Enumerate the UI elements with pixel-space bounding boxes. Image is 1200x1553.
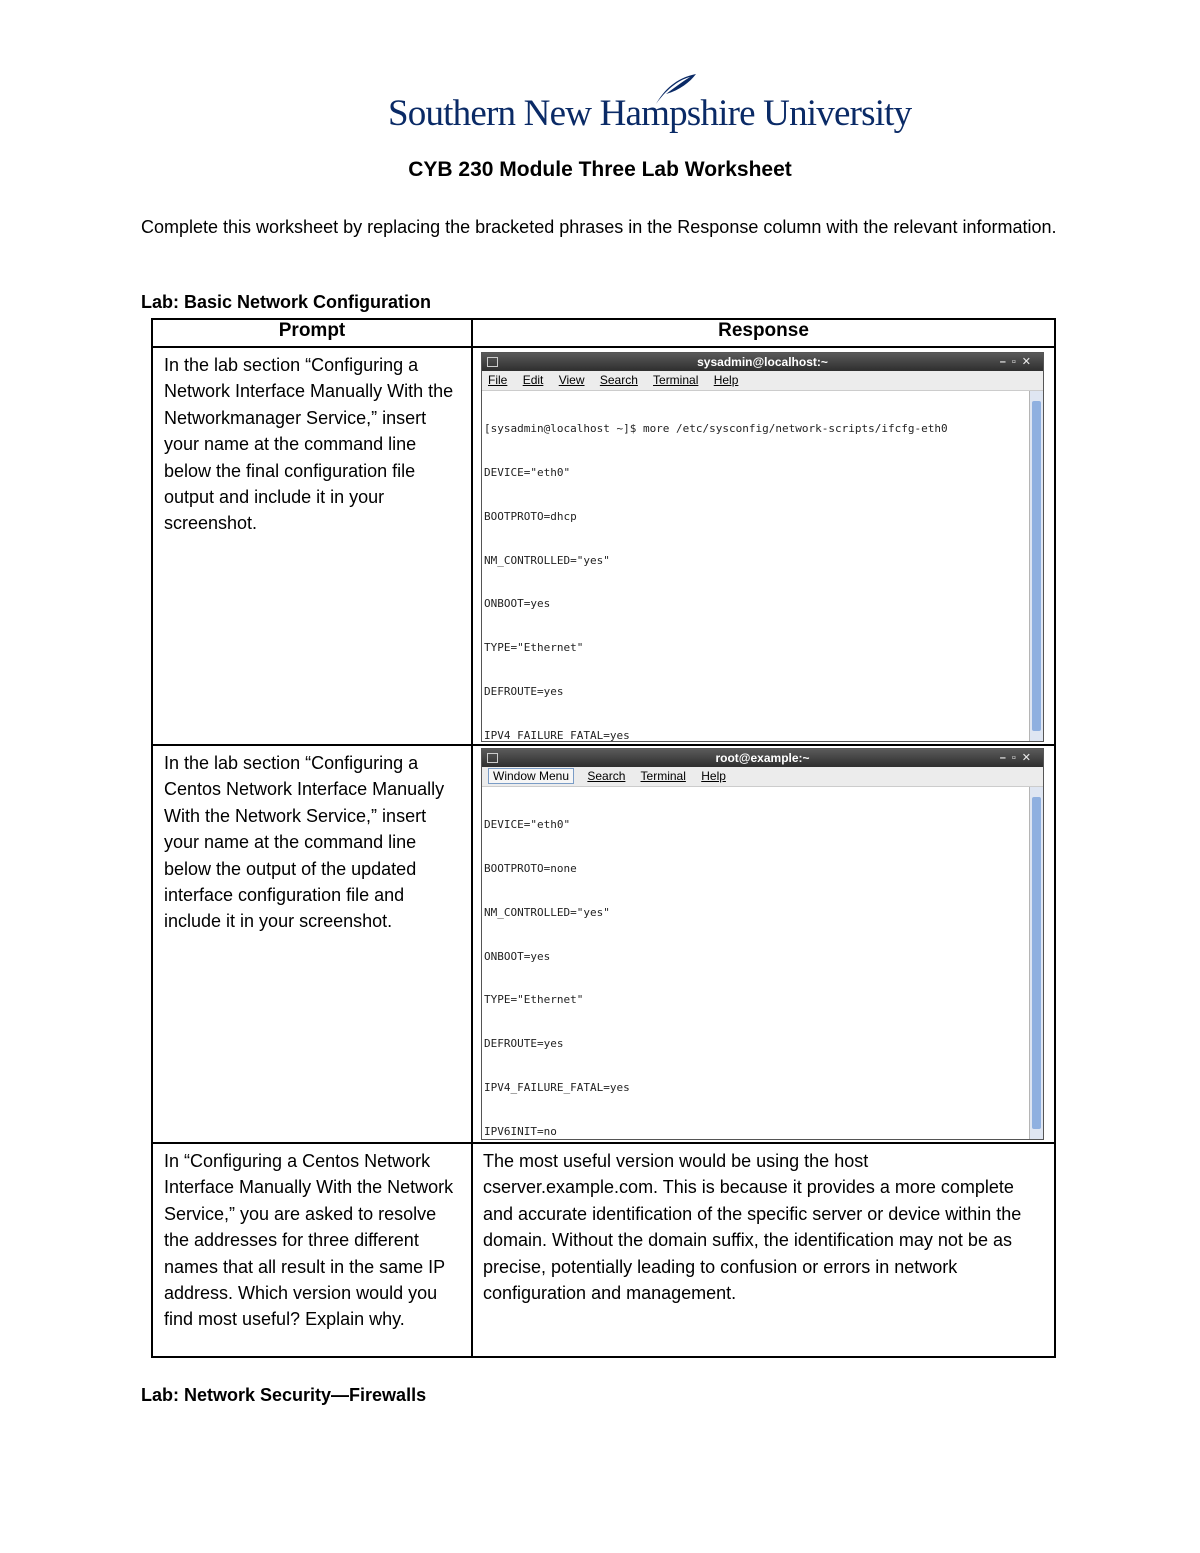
university-logo xyxy=(388,72,912,140)
terminal-line: DEVICE="eth0" xyxy=(484,465,571,479)
terminal-titlebar xyxy=(482,749,1043,767)
document-title: CYB 230 Module Three Lab Worksheet xyxy=(408,158,792,181)
menu-window-menu: Window Menu xyxy=(488,768,574,784)
column-header-prompt: Prompt xyxy=(152,319,472,347)
terminal-line: ONBOOT=yes xyxy=(484,597,551,611)
terminal-scrollbar xyxy=(1029,391,1043,741)
terminal-output xyxy=(482,391,1043,742)
menu-search: Search xyxy=(599,373,638,387)
terminal-title: root@example:~ xyxy=(715,751,810,765)
column-header-response: Response xyxy=(472,319,1055,347)
terminal-output xyxy=(482,787,1043,1140)
section-heading-basic-network: Lab: Basic Network Configuration xyxy=(141,292,432,312)
terminal-menubar xyxy=(482,371,1043,391)
menu-search: Search xyxy=(587,769,626,783)
terminal-screenshot xyxy=(481,352,1044,742)
prompt-cell: In the lab section “Configuring a Network Interface Manually With the Networkmanager Service,” insert your name at the command line below the final configuration file output and include it in your screenshot. xyxy=(152,347,472,745)
terminal-line: IPV4_FAILURE_FATAL=yes xyxy=(484,1080,630,1094)
terminal-line: DEFROUTE=yes xyxy=(484,684,564,698)
terminal-line: DEVICE="eth0" xyxy=(484,818,571,832)
prompt-cell: In the lab section “Configuring a Centos Network Interface Manually With the Network Service,” insert your name at the command line below the output of the updated interface configuration file and include it in your screenshot. xyxy=(152,745,472,1143)
terminal-screenshot xyxy=(481,748,1044,1140)
terminal-title: sysadmin@localhost:~ xyxy=(697,355,828,369)
response-cell xyxy=(472,347,1055,745)
terminal-scrollbar xyxy=(1029,787,1043,1139)
section-heading-firewalls: Lab: Network Security—Firewalls xyxy=(141,1385,427,1405)
terminal-line: [sysadmin@localhost ~]$ more /etc/sysconfig/network-scripts/ifcfg-eth0 xyxy=(484,422,948,436)
terminal-line: TYPE="Ethernet" xyxy=(484,993,584,1007)
response-cell: The most useful version would be using the host cserver.example.com. This is because it provides a more complete and accurate identification of the specific server or device within the domain. Without the domain suffix, the identification may not be as precise, potentially leading to confusion or errors in network configuration and management. xyxy=(472,1143,1055,1357)
table-row xyxy=(152,347,1055,745)
menu-terminal: Terminal xyxy=(653,373,699,387)
response-cell xyxy=(472,745,1055,1143)
terminal-line: ONBOOT=yes xyxy=(484,949,551,963)
table-header-row xyxy=(152,319,1055,347)
terminal-line: NM_CONTROLLED="yes" xyxy=(484,553,610,567)
terminal-line: DEFROUTE=yes xyxy=(484,1037,564,1051)
worksheet-table xyxy=(151,318,1056,1358)
menu-help: Help xyxy=(701,769,726,783)
terminal-line: IPV4_FAILURE_FATAL=yes xyxy=(484,728,630,742)
terminal-line: NM_CONTROLLED="yes" xyxy=(484,905,610,919)
terminal-icon xyxy=(487,357,498,367)
terminal-line: TYPE="Ethernet" xyxy=(484,641,584,655)
terminal-menubar xyxy=(482,767,1043,787)
window-controls-icon: –▫✕ xyxy=(999,752,1037,764)
table-row xyxy=(152,1143,1055,1357)
instructions-text: Complete this worksheet by replacing the bracketed phrases in the Response column with the relevant information. xyxy=(141,217,1057,237)
menu-terminal: Terminal xyxy=(640,769,686,783)
terminal-line: BOOTPROTO=dhcp xyxy=(484,509,577,523)
university-name: Southern New Hampshire University xyxy=(388,93,912,134)
prompt-cell: In “Configuring a Centos Network Interface Manually With the Network Service,” you are asked to resolve the addresses for three different names that all result in the same IP address. Which version would you find most useful? Explain why. xyxy=(152,1143,472,1357)
menu-view: View xyxy=(558,373,585,387)
terminal-line: BOOTPROTO=none xyxy=(484,861,577,875)
terminal-titlebar xyxy=(482,353,1043,371)
window-controls-icon: –▫✕ xyxy=(999,356,1037,368)
menu-edit: Edit xyxy=(522,373,544,387)
terminal-line: IPV6INIT=no xyxy=(484,1124,557,1138)
menu-file: File xyxy=(488,373,508,387)
terminal-icon xyxy=(487,753,498,763)
menu-help: Help xyxy=(713,373,739,387)
table-row xyxy=(152,745,1055,1143)
